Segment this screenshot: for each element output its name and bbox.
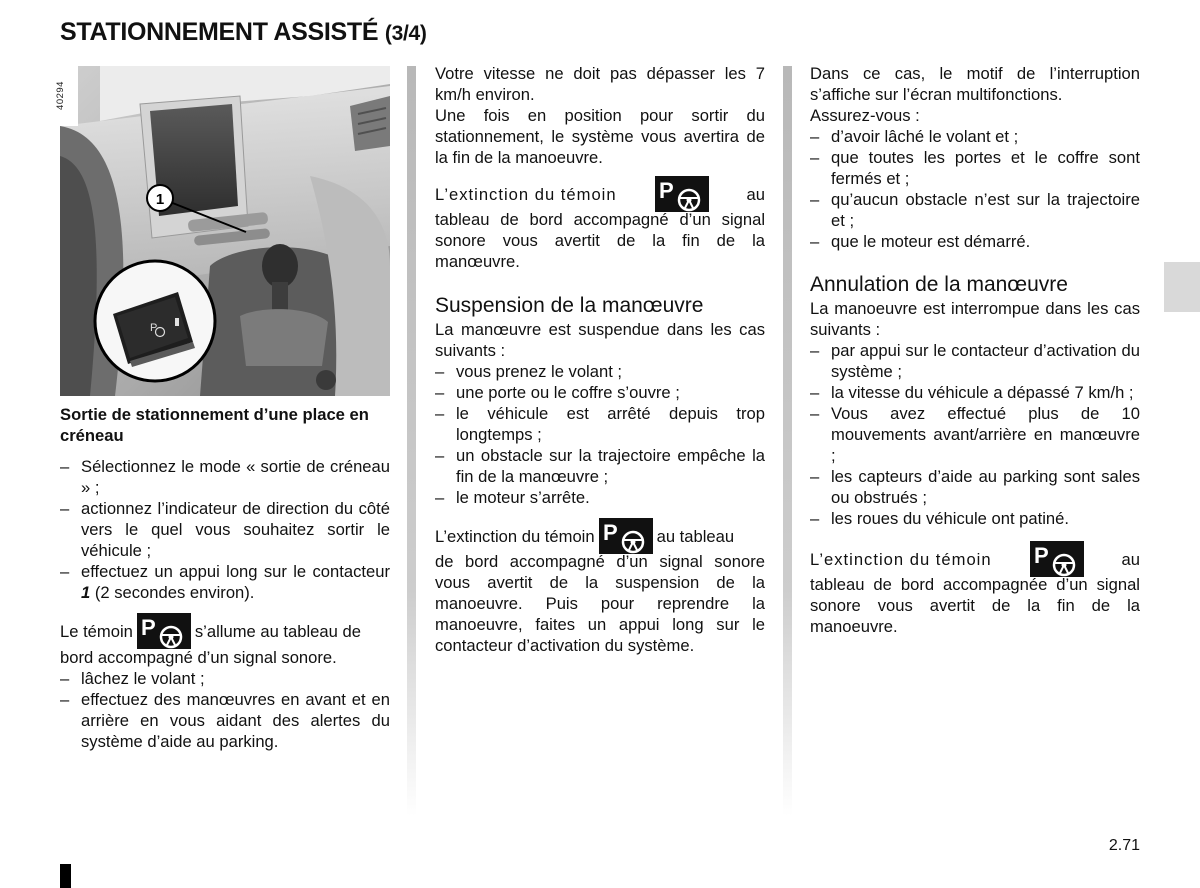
list-item: – Vous avez effectué plus de 10 mouvements avant/arrière en manœuvre ; [810, 403, 1140, 466]
list-item: – d’avoir lâché le volant et ; [810, 126, 1140, 147]
suspension-list [435, 361, 765, 508]
assurez-label: Assurez-vous : [810, 106, 920, 125]
column-divider [407, 66, 416, 816]
list-item: – la vitesse du véhicule a dépassé 7 km/h ; [810, 382, 1140, 403]
interruption-intro: Dans ce cas, le motif de l’interruption s’affiche sur l’écran multifonctions. [810, 64, 1140, 104]
suspension-intro: La manœuvre est suspendue dans les cas suivants : [435, 320, 765, 360]
image-reference: 40294 [60, 66, 78, 126]
list-item: – actionnez l’indicateur de direction du côté vers le quel vous souhaitez sortir le véhicule ; [60, 498, 390, 561]
column-middle [435, 63, 765, 656]
extinction-paragraph-2: L’extinction du témoin P au tableau de bord accompagné d’un signal sonore vous avertit de la suspension de la manoeuvre. Puis pour reprendre la manoeuvre, faites un appui long sur le contacteur d’activation du système. [435, 520, 765, 655]
list-item: – lâchez le volant ; [60, 668, 390, 689]
list-item: – qu’aucun obstacle n’est sur la trajectoire et ; [810, 189, 1140, 231]
temoin-paragraph: Le témoin P s’allume au tableau de bord accompagné d’un signal sonore. [60, 613, 390, 668]
annulation-intro: La manoeuvre est interrompue dans les cas suivants : [810, 299, 1140, 339]
list-item: – le moteur s’arrête. [435, 487, 765, 508]
park-assist-steering-icon [599, 518, 653, 554]
page-title [60, 18, 427, 47]
extinction-paragraph-1: L’extinction du témoin P au tableau de bord accompagné d’un signal sonore vous avertit de la fin de la manœuvre. [435, 178, 765, 271]
list-item: – effectuez un appui long sur le contacteur 1 (2 secondes environ). [60, 561, 390, 603]
svg-text:P: P [602, 520, 618, 545]
temoin-after-start: s’allume au tableau de [194, 621, 361, 641]
position-note: Une fois en position pour sortir du stationnement, le système vous avertira de la fin de la manoeuvre. [435, 106, 765, 167]
crop-mark [60, 864, 71, 888]
park-assist-steering-icon [655, 176, 709, 212]
section-heading-annulation: Annulation de la manœuvre [810, 273, 1068, 296]
list-item: – vous prenez le volant ; [435, 361, 765, 382]
list-item: – le véhicule est arrêté depuis trop longtemps ; [435, 403, 765, 445]
list-item: – par appui sur le contacteur d’activation du système ; [810, 340, 1140, 382]
list-item: – Sélectionnez le mode « sortie de créneau » ; [60, 456, 390, 498]
park-assist-steering-icon [137, 613, 191, 649]
park-assist-steering-icon [1030, 541, 1084, 577]
control-ref: 1 [81, 583, 91, 602]
page-title-main: STATIONNEMENT ASSISTÉ [60, 18, 379, 46]
chapter-tab [1164, 262, 1200, 312]
list-item: – une porte ou le coffre s’ouvre ; [435, 382, 765, 403]
temoin-after-rest: bord accompagné d’un signal sonore. [60, 648, 337, 667]
list-item: – effectuez des manœuvres en avant et en arrière en vous aidant des alertes du système d’aide au parking. [60, 689, 390, 752]
column-left [60, 404, 390, 752]
after-steps-list [60, 668, 390, 752]
section-heading-suspension: Suspension de la manœuvre [435, 294, 704, 317]
car-console-illustration [60, 66, 390, 396]
list-item: – que toutes les portes et le coffre sont fermés et ; [810, 147, 1140, 189]
column-right [810, 63, 1140, 637]
svg-text:P: P [658, 178, 674, 203]
annulation-list [810, 340, 1140, 529]
speed-note: Votre vitesse ne doit pas dépasser les 7 km/h environ. [435, 64, 765, 104]
callout-label: 1 [155, 191, 165, 208]
page-title-part: (3/4) [384, 22, 427, 45]
exit-steps-list [60, 456, 390, 603]
column-divider [783, 66, 792, 816]
page-number: 2.71 [1108, 837, 1140, 854]
list-item: – un obstacle sur la trajectoire empêche la fin de la manœuvre ; [435, 445, 765, 487]
console-illustration [54, 66, 390, 396]
svg-text:P: P [140, 615, 156, 640]
assurez-list [810, 126, 1140, 252]
list-item: – que le moteur est démarré. [810, 231, 1140, 252]
extinction-paragraph-3: L’extinction du témoin P au tableau de bord accompagnée d’un signal sonore vous avertit de la fin de la manoeuvre. [810, 543, 1140, 636]
image-caption: Sortie de stationnement d’une place en créneau [60, 405, 369, 445]
svg-text:P: P [1033, 543, 1049, 568]
list-item: – les capteurs d’aide au parking sont sales ou obstrués ; [810, 466, 1140, 508]
inset-p-glyph: P [150, 322, 158, 334]
list-item: – les roues du véhicule ont patiné. [810, 508, 1140, 529]
